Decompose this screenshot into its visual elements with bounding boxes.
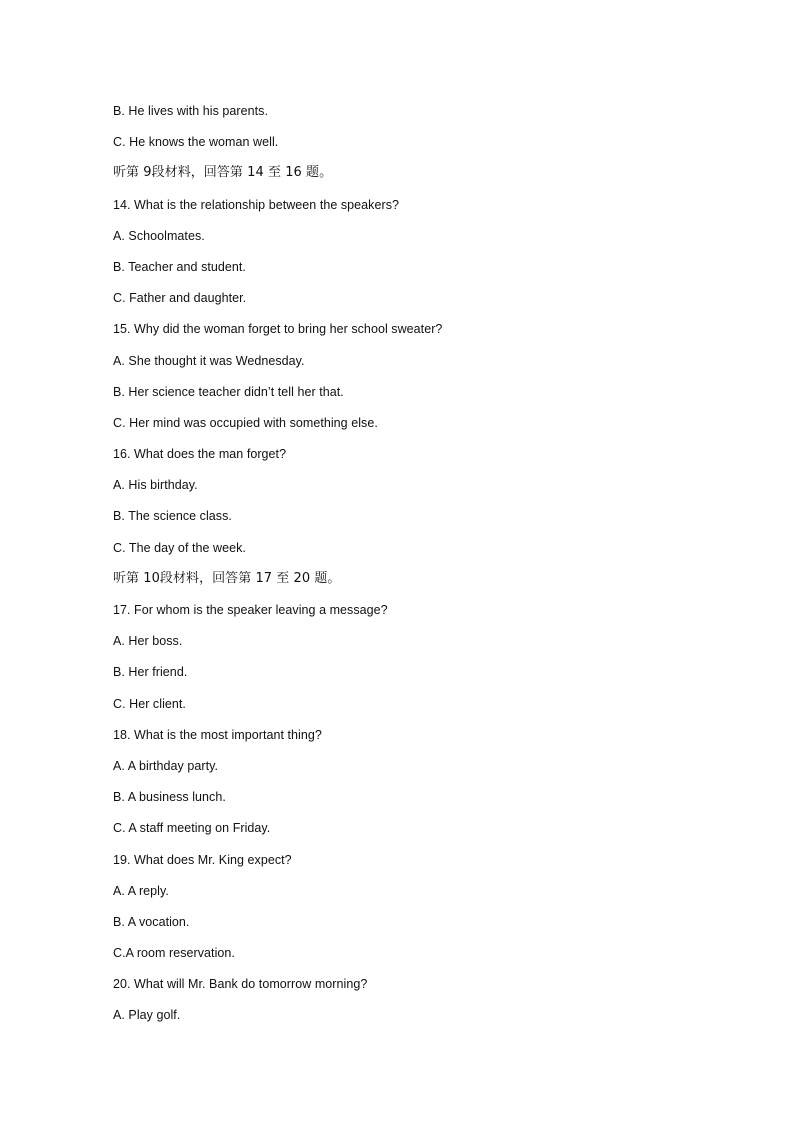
question-16: 16. What does the man forget? <box>113 447 287 462</box>
question-17: 17. For whom is the speaker leaving a message? <box>113 603 388 617</box>
answer-option: C. Father and daughter. <box>113 291 247 306</box>
answer-option: B. Her science teacher didn’t tell her that. <box>113 384 344 399</box>
answer-option: B. Teacher and student. <box>113 259 246 274</box>
answer-option: A. Schoolmates. <box>113 228 205 243</box>
answer-option: A. His birthday. <box>113 478 198 493</box>
answer-option: B. A vocation. <box>113 914 190 929</box>
answer-option: C. A staff meeting on Friday. <box>113 821 271 836</box>
question-19: 19. What does Mr. King expect? <box>113 852 292 867</box>
answer-option: A. Play golf. <box>113 1008 181 1023</box>
question-15: 15. Why did the woman forget to bring her school sweater? <box>113 322 443 337</box>
answer-option: B. A business lunch. <box>113 790 226 805</box>
question-18: 18. What is the most important thing? <box>113 727 322 742</box>
answer-option: B. Her friend. <box>113 665 188 680</box>
answer-option: C.A room reservation. <box>113 946 235 961</box>
answer-option: B. The science class. <box>113 509 232 524</box>
answer-option: A. A birthday party. <box>113 758 218 773</box>
answer-option: A. She thought it was Wednesday. <box>113 353 305 368</box>
answer-option: A. Her boss. <box>113 634 183 649</box>
answer-option: C. Her mind was occupied with something else. <box>113 415 378 430</box>
section-instruction: 听第 9段材料，回答第 14 至 16 题。 <box>113 165 333 181</box>
question-20: 20. What will Mr. Bank do tomorrow morning? <box>113 977 368 992</box>
answer-option: C. The day of the week. <box>113 540 246 555</box>
answer-option: C. He knows the woman well. <box>113 135 279 150</box>
exam-question-list <box>113 101 753 1037</box>
section-instruction: 听第 10段材料，回答第 17 至 20 题。 <box>113 570 341 586</box>
question-14: 14. What is the relationship between the speakers? <box>113 197 400 212</box>
answer-option: C. Her client. <box>113 696 186 711</box>
answer-option: B. He lives with his parents. <box>113 104 268 118</box>
answer-option: A. A reply. <box>113 883 169 898</box>
